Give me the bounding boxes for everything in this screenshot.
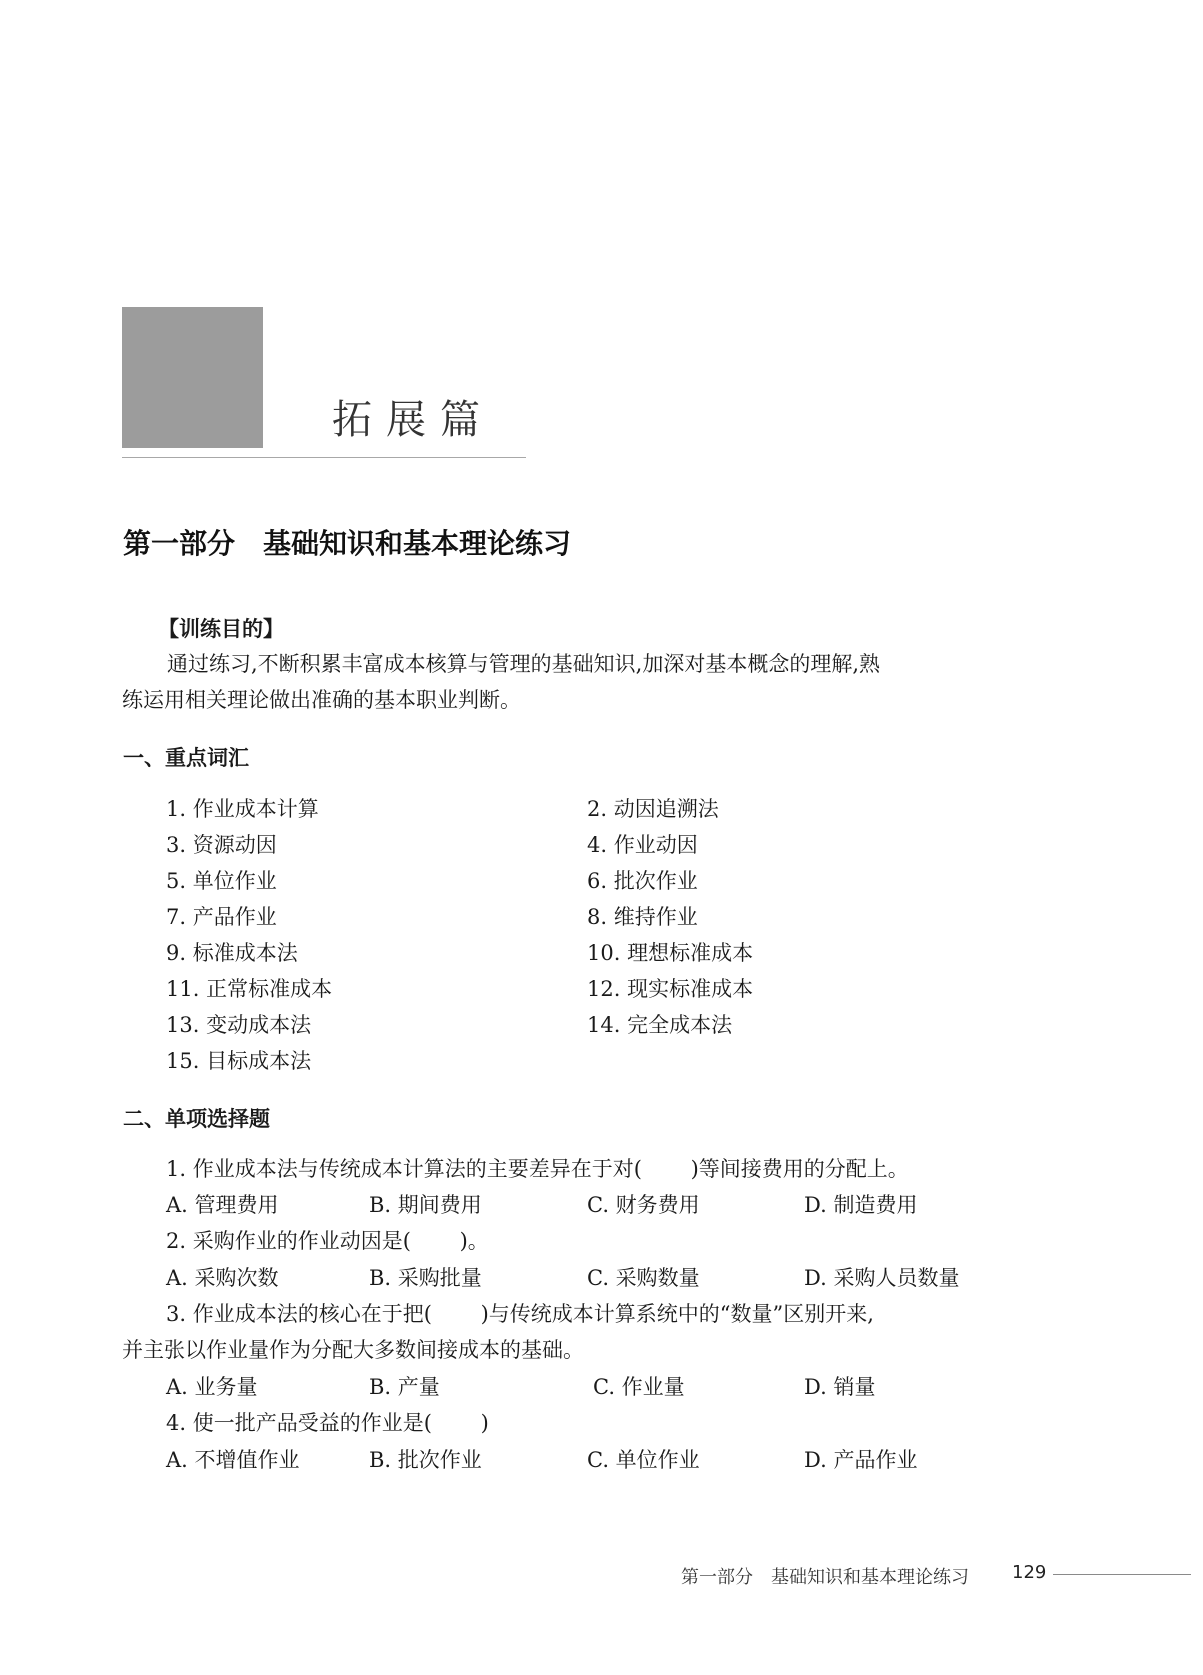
- single-choice-heading: 二、单项选择题: [123, 1107, 270, 1131]
- option-c: C. 采购数量: [587, 1266, 700, 1290]
- option-a: A. 采购次数: [166, 1266, 279, 1290]
- vocab-item: 3. 资源动因: [166, 833, 277, 857]
- vocab-item: 1. 作业成本计算: [166, 797, 319, 821]
- vocab-item: 13. 变动成本法: [166, 1013, 312, 1037]
- question-stem: 4. 使一批产品受益的作业是( ): [166, 1411, 489, 1435]
- question-stem: 2. 采购作业的作业动因是( )。: [166, 1229, 489, 1253]
- option-b: B. 批次作业: [369, 1448, 482, 1472]
- question-stem: 1. 作业成本法与传统成本计算法的主要差异在于对( )等间接费用的分配上。: [166, 1157, 909, 1181]
- option-c: C. 作业量: [593, 1375, 685, 1399]
- part-title: 拓展篇: [332, 397, 494, 443]
- vocab-item: 9. 标准成本法: [166, 941, 298, 965]
- vocab-item: 6. 批次作业: [587, 869, 698, 893]
- option-c: C. 财务费用: [587, 1193, 700, 1217]
- vocab-item: 11. 正常标准成本: [166, 977, 333, 1001]
- option-d: D. 产品作业: [804, 1448, 918, 1472]
- header-divider: [122, 457, 526, 458]
- option-b: B. 产量: [369, 1375, 440, 1399]
- vocab-item: 15. 目标成本法: [166, 1049, 312, 1073]
- vocab-item: 8. 维持作业: [587, 905, 698, 929]
- part-marker-block: [122, 307, 263, 448]
- option-c: C. 单位作业: [587, 1448, 700, 1472]
- vocab-item: 14. 完全成本法: [587, 1013, 733, 1037]
- vocab-item: 2. 动因追溯法: [587, 797, 719, 821]
- vocab-item: 10. 理想标准成本: [587, 941, 754, 965]
- option-a: A. 不增值作业: [166, 1448, 300, 1472]
- running-footer: 第一部分 基础知识和基本理论练习: [681, 1567, 969, 1588]
- vocab-item: 5. 单位作业: [166, 869, 277, 893]
- objective-text-line: 通过练习,不断积累丰富成本核算与管理的基础知识,加深对基本概念的理解,熟: [167, 652, 881, 676]
- vocab-item: 7. 产品作业: [166, 905, 277, 929]
- objective-heading: 【训练目的】: [158, 617, 284, 641]
- option-d: D. 制造费用: [804, 1193, 918, 1217]
- option-d: D. 采购人员数量: [804, 1266, 960, 1290]
- footer-rule: [1053, 1574, 1191, 1575]
- question-stem: 3. 作业成本法的核心在于把( )与传统成本计算系统中的“数量”区别开来,: [166, 1302, 874, 1326]
- option-b: B. 期间费用: [369, 1193, 482, 1217]
- question-stem-continued: 并主张以作业量作为分配大多数间接成本的基础。: [122, 1338, 584, 1362]
- option-a: A. 业务量: [166, 1375, 258, 1399]
- option-a: A. 管理费用: [166, 1193, 279, 1217]
- vocab-heading: 一、重点词汇: [123, 746, 249, 770]
- section-heading: 第一部分 基础知识和基本理论练习: [123, 527, 572, 560]
- option-d: D. 销量: [804, 1375, 876, 1399]
- option-b: B. 采购批量: [369, 1266, 482, 1290]
- objective-text-line: 练运用相关理论做出准确的基本职业判断。: [122, 688, 521, 712]
- vocab-item: 12. 现实标准成本: [587, 977, 754, 1001]
- page-number: 129: [1012, 1562, 1047, 1583]
- vocab-item: 4. 作业动因: [587, 833, 698, 857]
